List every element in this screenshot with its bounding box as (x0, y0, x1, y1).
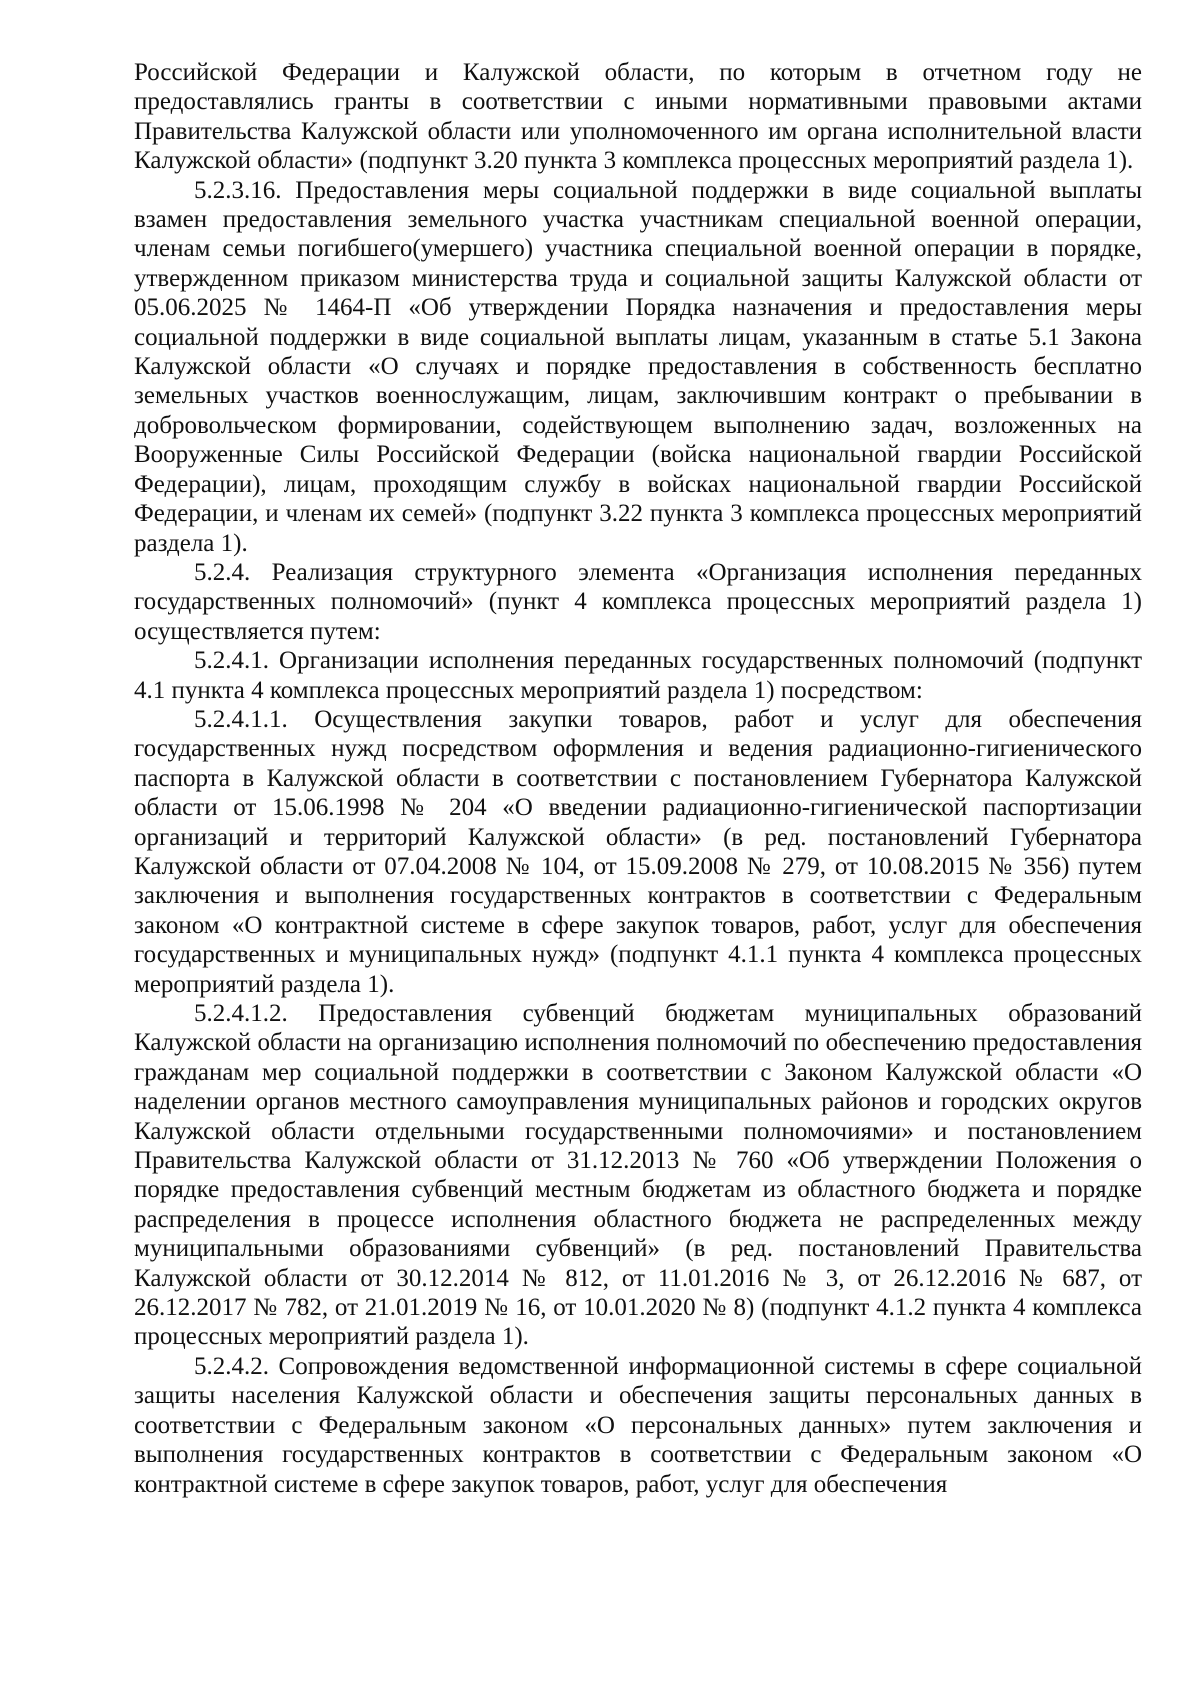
document-page (134, 58, 1142, 1499)
paragraph-5-2-4-1: 5.2.4.1. Организации исполнения переданных государственных полномочий (подпункт 4.1 пункта 4 комплекса процессных мероприятий раздела 1) посредством: (134, 647, 1142, 704)
paragraph-5-2-3-16: 5.2.3.16. Предоставления меры социальной поддержки в виде социальной выплаты взамен предоставления земельного участка участникам специальной военной операции, членам семьи погибшего(умершего) участника специальной военной операции в порядке, утвержденном приказом министерства труда и социальной защиты Калужской области от 05.06.2025 № 1464-П «Об утверждении Порядка назначения и предоставления меры социальной поддержки в виде социальной выплаты лицам, указанным в статье 5.1 Закона Калужской области «О случаях и порядке предоставления в собственность бесплатно земельных участков военнослужащим, лицам, заключившим контракт о пребывании в добровольческом формировании, содействующем выполнению задач, возложенных на Вооруженные Силы Российской Федерации (войска национальной гвардии Российской Федерации), лицам, проходящим службу в войсках национальной гвардии Российской Федерации, и членам их семей» (подпункт 3.22 пункта 3 комплекса процессных мероприятий раздела 1). (134, 176, 1142, 557)
paragraph-5-2-4: 5.2.4. Реализация структурного элемента «Организация исполнения переданных государственных полномочий» (пункт 4 комплекса процессных мероприятий раздела 1) осуществляется путем: (134, 558, 1142, 645)
paragraph-continuation: Российской Федерации и Калужской области, по которым в отчетном году не предоставлялись гранты в соответствии с иными нормативными правовыми актами Правительства Калужской области или уполномоченного им органа исполнительной власти Калужской области» (подпункт 3.20 пункта 3 комплекса процессных мероприятий раздела 1). (134, 59, 1142, 175)
paragraph-5-2-4-1-2: 5.2.4.1.2. Предоставления субвенций бюджетам муниципальных образований Калужской области на организацию исполнения полномочий по обеспечению предоставления гражданам мер социальной поддержки в соответствии с Законом Калужской области «О наделении органов местного самоуправления муниципальных районов и городских округов Калужской области отдельными государственными полномочиями» и постановлением Правительства Калужской области от 31.12.2013 № 760 «Об утверждении Положения о порядке предоставления субвенций местным бюджетам из областного бюджета и порядке распределения в процессе исполнения областного бюджета не распределенных между муниципальными образованиями субвенций» (в ред. постановлений Правительства Калужской области от 30.12.2014 № 812, от 11.01.2016 № 3, от 26.12.2016 № 687, от 26.12.2017 № 782, от 21.01.2019 № 16, от 10.01.2020 № 8) (подпункт 4.1.2 пункта 4 комплекса процессных мероприятий раздела 1). (134, 1000, 1142, 1351)
paragraph-5-2-4-2: 5.2.4.2. Сопровождения ведомственной информационной системы в сфере социальной защиты населения Калужской области и обеспечения защиты персональных данных в соответствии с Федеральным законом «О персональных данных» путем заключения и выполнения государственных контрактов в соответствии с Федеральным законом «О контрактной системе в сфере закупок товаров, работ, услуг для обеспечения (134, 1352, 1142, 1498)
paragraph-5-2-4-1-1: 5.2.4.1.1. Осуществления закупки товаров, работ и услуг для обеспечения государственных нужд посредством оформления и ведения радиационно-гигиенического паспорта в Калужской области в соответствии с постановлением Губернатора Калужской области от 15.06.1998 № 204 «О введении радиационно-гигиенической паспортизации организаций и территорий Калужской области» (в ред. постановлений Губернатора Калужской области от 07.04.2008 № 104, от 15.09.2008 № 279, от 10.08.2015 № 356) путем заключения и выполнения государственных контрактов в соответствии с Федеральным законом «О контрактной системе в сфере закупок товаров, работ, услуг для обеспечения государственных и муниципальных нужд» (подпункт 4.1.1 пункта 4 комплекса процессных мероприятий раздела 1). (134, 705, 1142, 998)
